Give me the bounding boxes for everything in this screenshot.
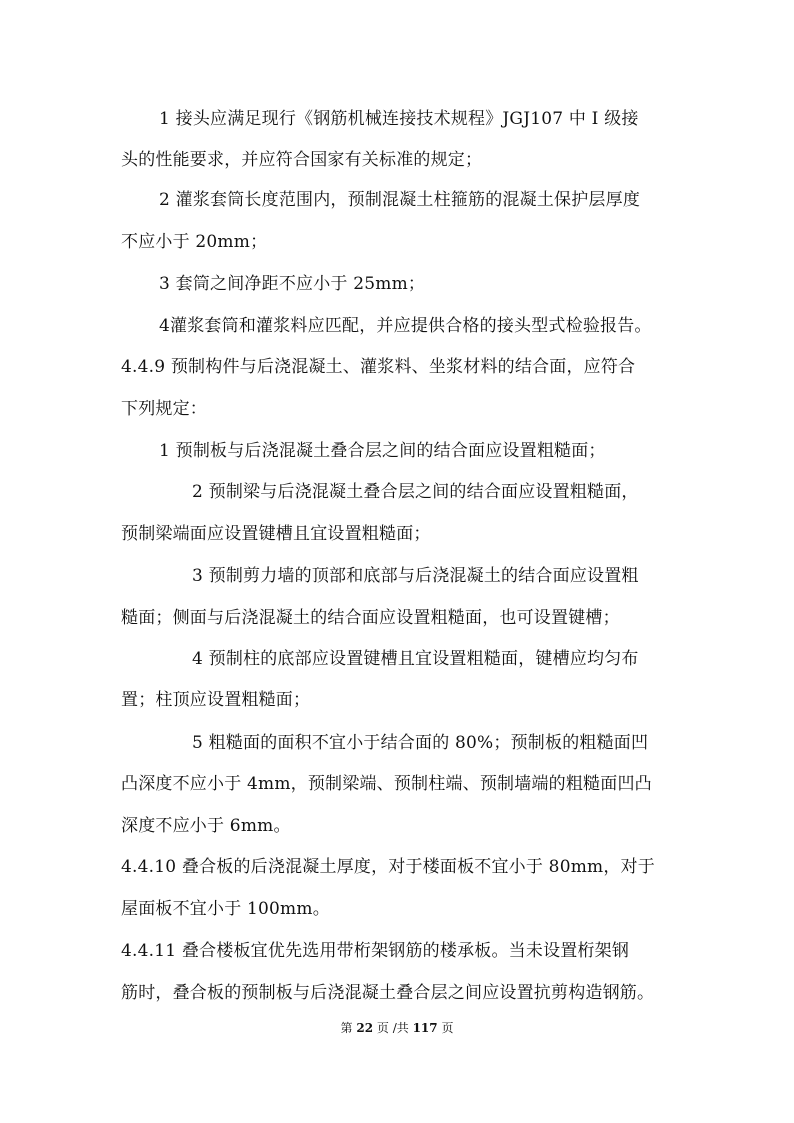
body-line: 头的性能要求，并应符合国家有关标准的规定；	[121, 150, 483, 170]
total-page-number: 117	[412, 1021, 438, 1035]
body-line: 糙面；侧面与后浇混凝土的结合面应设置粗糙面，也可设置键槽；	[121, 608, 620, 628]
footer-prefix: 第	[340, 1021, 353, 1035]
page-footer	[0, 1020, 794, 1036]
body-line: 2 预制梁与后浇混凝土叠合层之间的结合面应设置粗糙面，	[192, 482, 639, 502]
body-line: 3 套筒之间净距不应小于 25mm；	[159, 274, 426, 294]
section-heading-4-4-11: 4.4.11 叠合楼板宜优先选用带桁架钢筋的楼承板。当未设置桁架钢	[121, 941, 630, 961]
body-line: 5 粗糙面的面积不宜小于结合面的 80%；预制板的粗糙面凹	[192, 733, 649, 753]
body-line: 4 预制柱的底部应设置键槽且宜设置粗糙面，键槽应均匀布	[192, 649, 639, 669]
body-line: 屋面板不宜小于 100mm。	[121, 899, 330, 919]
body-line: 3 预制剪力墙的顶部和底部与后浇混凝土的结合面应设置粗	[192, 566, 639, 586]
body-line: 1 接头应满足现行《钢筋机械连接技术规程》JGJ107 中 I 级接	[159, 109, 639, 129]
body-line: 2 灌浆套筒长度范围内，预制混凝土柱箍筋的混凝土保护层厚度	[159, 190, 641, 210]
body-line: 深度不应小于 6mm。	[121, 816, 291, 836]
body-line: 下列规定：	[121, 399, 207, 419]
body-line: 预制梁端面应设置键槽且宜设置粗糙面；	[121, 524, 431, 544]
section-heading-4-4-9: 4.4.9 预制构件与后浇混凝土、灌浆料、坐浆材料的结合面，应符合	[121, 357, 636, 377]
footer-middle: 页 /共	[376, 1021, 409, 1035]
body-line: 4灌浆套筒和灌浆料应匹配，并应提供合格的接头型式检验报告。	[159, 316, 652, 336]
section-heading-4-4-10: 4.4.10 叠合板的后浇混凝土厚度，对于楼面板不宜小于 80mm，对于	[121, 857, 655, 877]
body-line: 凸深度不应小于 4mm，预制梁端、预制柱端、预制墙端的粗糙面凹凸	[121, 774, 652, 794]
current-page-number: 22	[356, 1021, 374, 1035]
footer-suffix: 页	[441, 1021, 454, 1035]
body-line: 不应小于 20mm；	[121, 232, 268, 252]
body-line: 1 预制板与后浇混凝土叠合层之间的结合面应设置粗糙面；	[159, 441, 606, 461]
body-line: 筋时，叠合板的预制板与后浇混凝土叠合层之间应设置抗剪构造钢筋。	[121, 983, 655, 1003]
body-line: 置；柱顶应设置粗糙面；	[121, 690, 311, 710]
